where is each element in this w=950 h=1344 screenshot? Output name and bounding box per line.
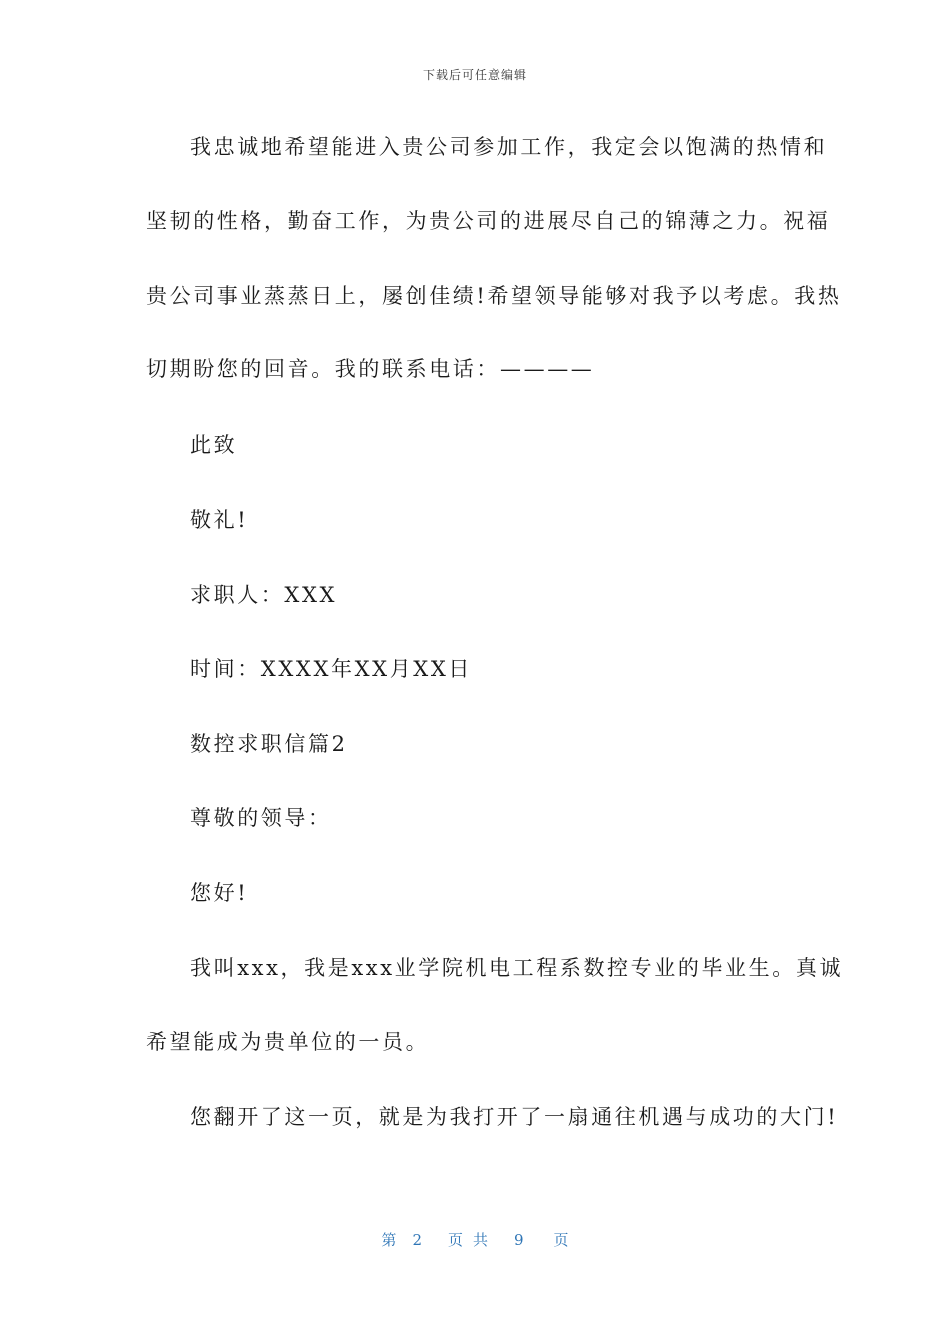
section-title: 数控求职信篇2 [190,732,348,756]
page-header-note: 下载后可任意编辑 [422,68,527,82]
page-prefix: 第 [381,1231,397,1249]
page-footer [0,1229,950,1250]
current-page-number: 2 [412,1231,422,1249]
greeting: 尊敬的领导： [190,806,332,830]
paragraph-line: 切期盼您的回音。我的联系电话：———— [146,357,595,381]
total-pages-number: 9 [514,1231,524,1249]
paragraph-line: 贵公司事业蒸蒸日上，屡创佳绩!希望领导能够对我予以考虑。我热 [146,284,842,308]
paragraph-line: 坚韧的性格，勤奋工作，为贵公司的进展尽自己的锦薄之力。祝福 [146,209,831,233]
page-suffix: 页 [553,1231,569,1249]
paragraph-line: 您翻开了这一页，就是为我打开了一扇通往机遇与成功的大门! [190,1105,839,1129]
greeting-hello: 您好! [190,881,249,905]
paragraph-line: 我忠诚地希望能进入贵公司参加工作，我定会以饱满的热情和 [190,135,828,159]
paragraph-line: 希望能成为贵单位的一员。 [146,1030,430,1054]
paragraph-line: 我叫xxx，我是xxx业学院机电工程系数控专业的毕业生。真诚 [190,956,844,980]
applicant-name: 求职人：XXX [190,583,338,607]
page-middle: 页共 [447,1231,498,1249]
closing-salutation: 此致 [190,433,238,457]
closing-regards: 敬礼! [190,508,249,532]
letter-date: 时间：XXXX年XX月XX日 [190,657,473,681]
